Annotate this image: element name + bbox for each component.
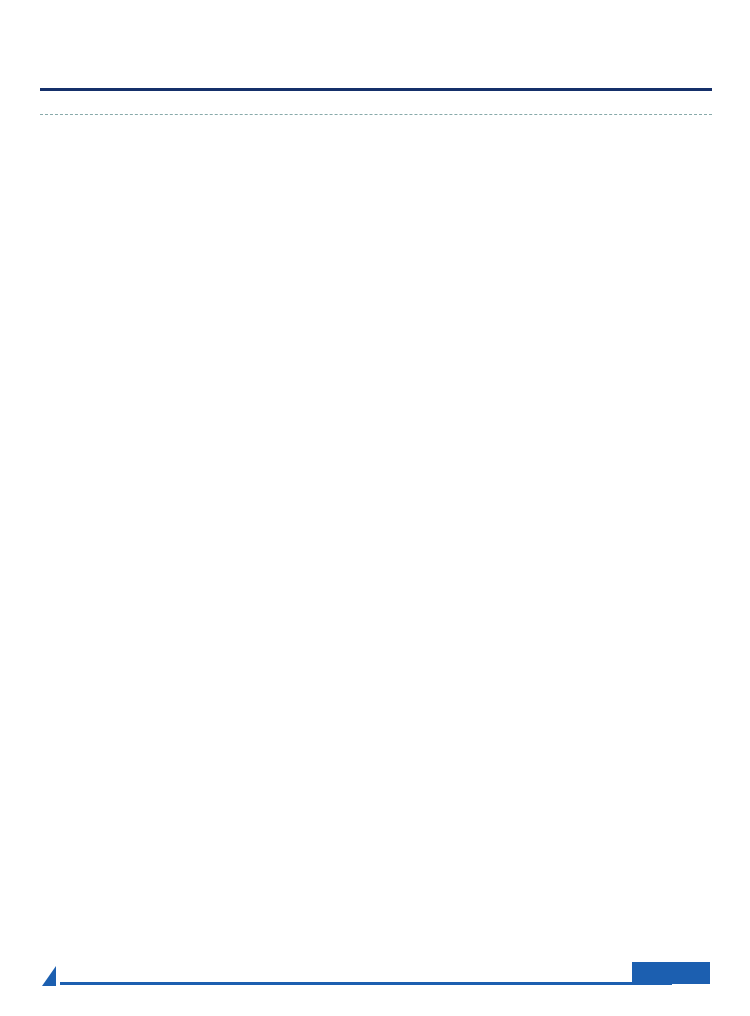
page-number <box>632 962 710 984</box>
header-rule <box>40 88 712 91</box>
footer-rule <box>60 982 672 985</box>
section-rule <box>40 114 712 115</box>
footer-logo-mark <box>42 966 56 986</box>
